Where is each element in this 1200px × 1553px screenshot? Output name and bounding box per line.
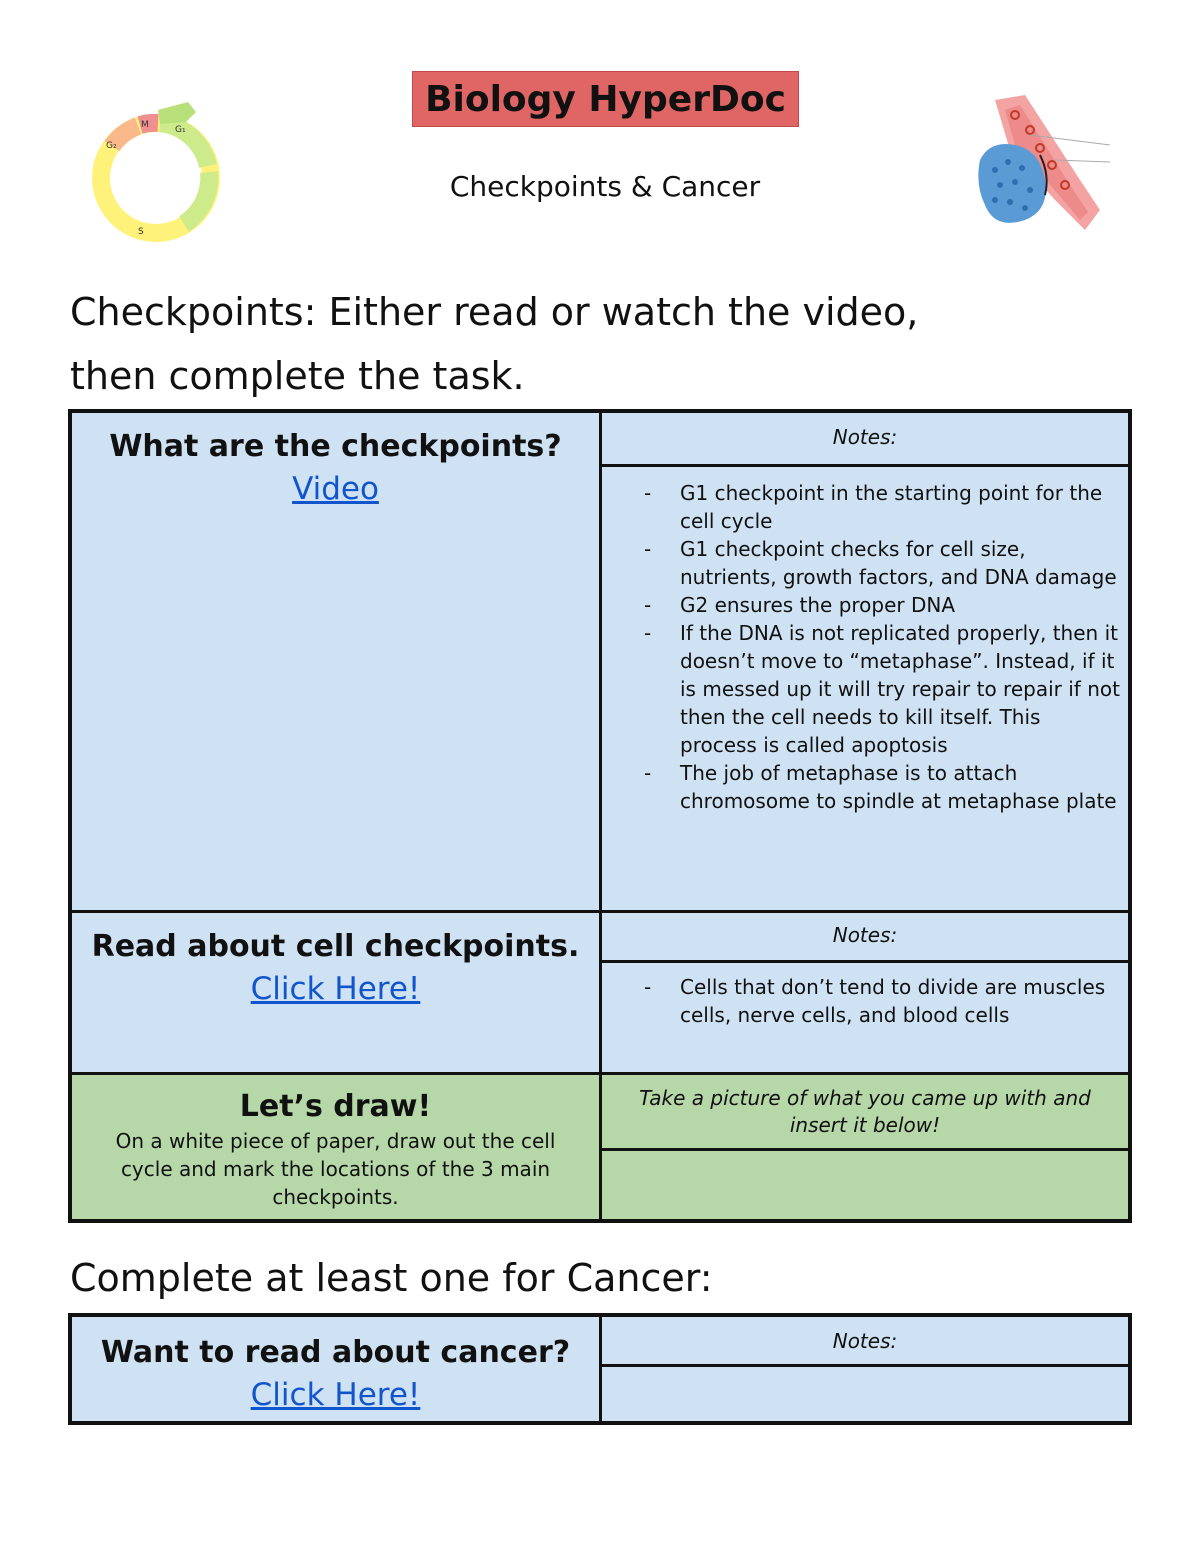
upload-instruction: Take a picture of what you came up with and insert it below!: [602, 1075, 1128, 1151]
task-cell: [72, 913, 602, 1072]
document-title: [412, 71, 799, 127]
cycle-label-g1: G₁: [175, 125, 186, 135]
table-row: [72, 413, 1128, 913]
table-row: [72, 1075, 1128, 1219]
list-item: - Cells that don’t tend to divide are muscles cells, nerve cells, and blood cells: [644, 973, 1122, 1029]
cycle-label-s: S: [138, 227, 144, 237]
read-cancer-link[interactable]: Click Here!: [250, 1377, 421, 1413]
list-item: - If the DNA is not replicated properly, then it doesn’t move to “metaphase”. Instead, if it is messed up it will try repair to repair if not then the cell needs to kill itself. This process is called apoptosis: [644, 619, 1122, 759]
list-item: - G2 ensures the proper DNA: [644, 591, 1122, 619]
table-row: [72, 1317, 1128, 1421]
video-link[interactable]: Video: [292, 471, 379, 507]
notes-list: [644, 973, 1122, 1029]
section-cancer-heading: Complete at least one for Cancer:: [70, 1256, 713, 1300]
notes-area[interactable]: [602, 467, 1128, 910]
list-item: - G1 checkpoint checks for cell size, nutrients, growth factors, and DNA damage: [644, 535, 1122, 591]
notes-list: [644, 479, 1122, 815]
task-title: Let’s draw!: [239, 1089, 432, 1124]
task-cell: [72, 1317, 602, 1421]
notes-label: Notes:: [602, 1317, 1128, 1367]
section-checkpoints-heading: [70, 280, 918, 408]
notes-label: Notes:: [602, 413, 1128, 467]
cycle-label-g2: G₂: [106, 141, 117, 151]
task-cell: [72, 413, 602, 910]
checkpoints-table: [68, 409, 1132, 1223]
read-checkpoints-link[interactable]: Click Here!: [250, 971, 421, 1007]
list-item: - G1 checkpoint in the starting point for the cell cycle: [644, 479, 1122, 535]
task-cell: [72, 1075, 602, 1219]
upload-area[interactable]: [602, 1151, 1128, 1219]
task-description: On a white piece of paper, draw out the cell cycle and mark the locations of the 3 main checkpoints.: [115, 1129, 556, 1209]
task-title: Read about cell checkpoints.: [91, 929, 580, 964]
blood-vessel-tumor-icon: [970, 90, 1120, 240]
notes-area[interactable]: [602, 1367, 1128, 1421]
cancer-table: [68, 1313, 1132, 1425]
task-title: Want to read about cancer?: [100, 1335, 571, 1370]
notes-cell: [602, 1317, 1128, 1421]
list-item: - The job of metaphase is to attach chromosome to spindle at metaphase plate: [644, 759, 1122, 815]
document-subtitle: Checkpoints & Cancer: [449, 170, 761, 203]
cell-cycle-diagram-icon: [88, 96, 228, 246]
notes-cell: [602, 413, 1128, 910]
table-row: [72, 913, 1128, 1075]
notes-cell: [602, 913, 1128, 1072]
section-checkpoints-heading-line2: then complete the task.: [70, 354, 525, 398]
upload-cell: [602, 1075, 1128, 1219]
notes-label: Notes:: [602, 913, 1128, 963]
section-checkpoints-heading-line1: Checkpoints: Either read or watch the video,: [70, 290, 919, 334]
notes-area[interactable]: [602, 963, 1128, 1072]
cycle-label-m: M: [141, 120, 149, 130]
document-title-text: Biology HyperDoc: [425, 78, 786, 120]
task-title: What are the checkpoints?: [109, 429, 562, 464]
